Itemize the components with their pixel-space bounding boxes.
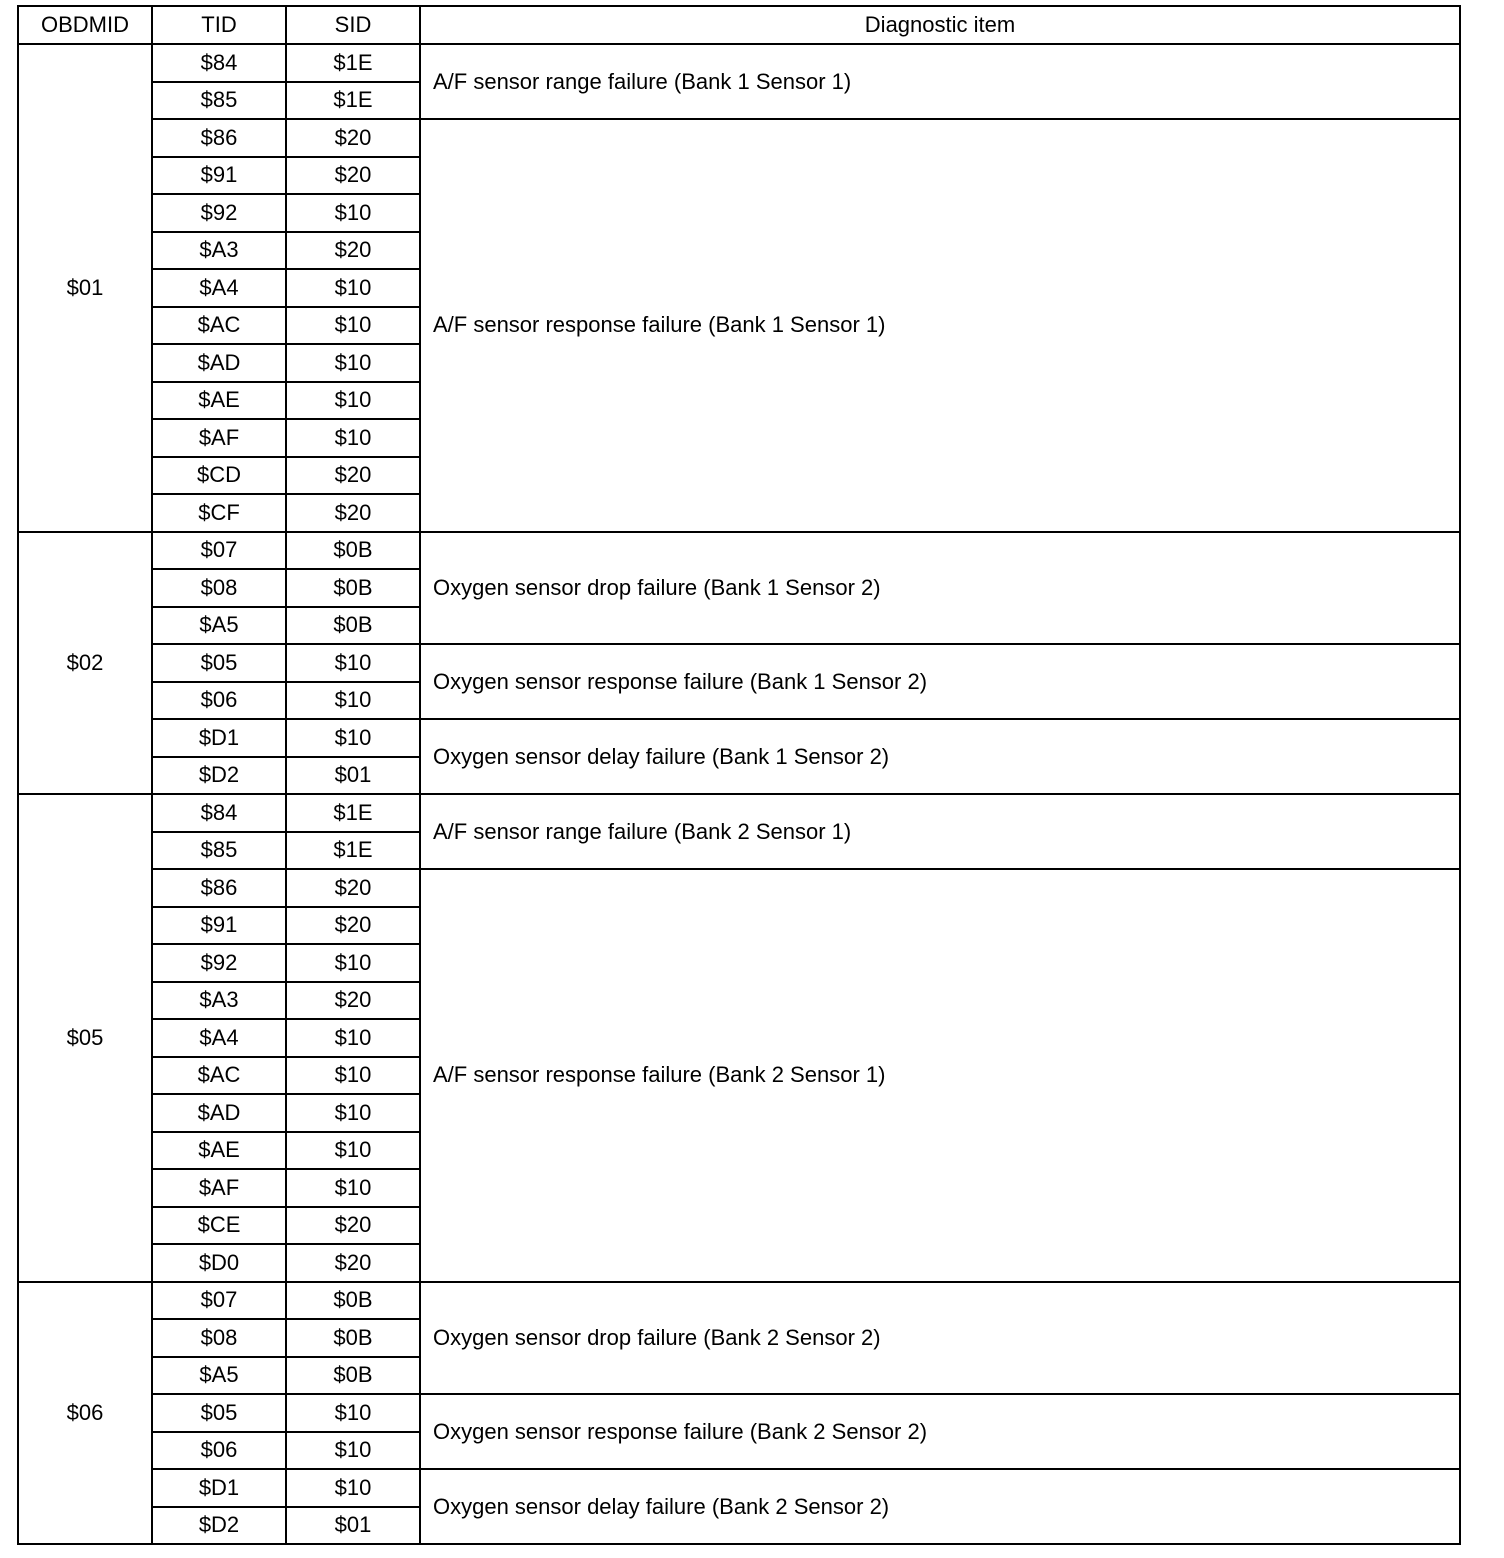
tid-cell: $CF xyxy=(152,494,286,532)
table-row xyxy=(18,119,1460,157)
sid-cell: $20 xyxy=(286,157,420,195)
tid-header: TID xyxy=(152,6,286,44)
tid-cell: $05 xyxy=(152,1394,286,1432)
table-row xyxy=(18,794,1460,832)
tid-cell: $86 xyxy=(152,869,286,907)
sid-cell: $10 xyxy=(286,1132,420,1170)
sid-cell: $10 xyxy=(286,682,420,720)
tid-cell: $AE xyxy=(152,382,286,420)
diagnostic-item-cell: A/F sensor response failure (Bank 2 Sensor 1) xyxy=(420,869,1460,1282)
tid-cell: $A4 xyxy=(152,1019,286,1057)
sid-cell: $20 xyxy=(286,119,420,157)
tid-cell: $84 xyxy=(152,44,286,82)
tid-cell: $A5 xyxy=(152,1357,286,1395)
sid-cell: $10 xyxy=(286,1469,420,1507)
sid-cell: $20 xyxy=(286,869,420,907)
obdmid-cell: $01 xyxy=(18,44,152,532)
sid-cell: $10 xyxy=(286,1432,420,1470)
tid-cell: $AE xyxy=(152,1132,286,1170)
tid-cell: $86 xyxy=(152,119,286,157)
obdmid-cell: $06 xyxy=(18,1282,152,1545)
obdmid-header: OBDMID xyxy=(18,6,152,44)
tid-cell: $07 xyxy=(152,532,286,570)
sid-cell: $20 xyxy=(286,232,420,270)
tid-cell: $A3 xyxy=(152,232,286,270)
tid-cell: $D2 xyxy=(152,1507,286,1545)
tid-cell: $06 xyxy=(152,682,286,720)
tid-cell: $84 xyxy=(152,794,286,832)
sid-cell: $1E xyxy=(286,832,420,870)
sid-cell: $1E xyxy=(286,44,420,82)
tid-cell: $05 xyxy=(152,644,286,682)
tid-cell: $A3 xyxy=(152,982,286,1020)
diagnostic-item-cell: Oxygen sensor drop failure (Bank 2 Sensor 2) xyxy=(420,1282,1460,1395)
tid-cell: $07 xyxy=(152,1282,286,1320)
diagnostic-item-cell: Oxygen sensor delay failure (Bank 1 Sensor 2) xyxy=(420,719,1460,794)
table-row xyxy=(18,644,1460,682)
sid-cell: $10 xyxy=(286,1019,420,1057)
sid-cell: $1E xyxy=(286,82,420,120)
sid-cell: $10 xyxy=(286,1057,420,1095)
tid-cell: $91 xyxy=(152,907,286,945)
diagnostic-item-cell: Oxygen sensor drop failure (Bank 1 Sensor 2) xyxy=(420,532,1460,645)
diagnostic-item-cell: A/F sensor range failure (Bank 2 Sensor 1) xyxy=(420,794,1460,869)
sid-cell: $20 xyxy=(286,1207,420,1245)
sid-cell: $10 xyxy=(286,419,420,457)
sid-cell: $01 xyxy=(286,1507,420,1545)
sid-cell: $20 xyxy=(286,494,420,532)
sid-cell: $20 xyxy=(286,1244,420,1282)
tid-cell: $A4 xyxy=(152,269,286,307)
sid-cell: $10 xyxy=(286,344,420,382)
tid-cell: $AD xyxy=(152,1094,286,1132)
tid-cell: $CD xyxy=(152,457,286,495)
tid-cell: $08 xyxy=(152,1319,286,1357)
diagnostic-item-cell: Oxygen sensor delay failure (Bank 2 Sensor 2) xyxy=(420,1469,1460,1544)
obdmid-cell: $02 xyxy=(18,532,152,795)
sid-cell: $01 xyxy=(286,757,420,795)
table-row xyxy=(18,44,1460,82)
table-row xyxy=(18,532,1460,570)
header-row xyxy=(18,6,1460,44)
sid-cell: $10 xyxy=(286,1169,420,1207)
tid-cell: $D0 xyxy=(152,1244,286,1282)
tid-cell: $92 xyxy=(152,194,286,232)
diagnostic-item-header: Diagnostic item xyxy=(420,6,1460,44)
sid-cell: $10 xyxy=(286,644,420,682)
tid-cell: $AF xyxy=(152,1169,286,1207)
table-row xyxy=(18,1469,1460,1507)
diagnostic-item-cell: Oxygen sensor response failure (Bank 1 Sensor 2) xyxy=(420,644,1460,719)
sid-cell: $0B xyxy=(286,569,420,607)
sid-cell: $0B xyxy=(286,1357,420,1395)
tid-cell: $AC xyxy=(152,307,286,345)
tid-cell: $D2 xyxy=(152,757,286,795)
tid-cell: $D1 xyxy=(152,1469,286,1507)
table-row xyxy=(18,1282,1460,1320)
tid-cell: $91 xyxy=(152,157,286,195)
tid-cell: $85 xyxy=(152,832,286,870)
tid-cell: $92 xyxy=(152,944,286,982)
table-row xyxy=(18,719,1460,757)
table-body xyxy=(18,44,1460,1544)
sid-cell: $10 xyxy=(286,382,420,420)
tid-cell: $D1 xyxy=(152,719,286,757)
sid-cell: $0B xyxy=(286,607,420,645)
sid-cell: $0B xyxy=(286,532,420,570)
sid-cell: $10 xyxy=(286,719,420,757)
tid-cell: $08 xyxy=(152,569,286,607)
sid-cell: $20 xyxy=(286,907,420,945)
tid-cell: $85 xyxy=(152,82,286,120)
diagnostic-item-cell: A/F sensor response failure (Bank 1 Sensor 1) xyxy=(420,119,1460,532)
sid-cell: $20 xyxy=(286,982,420,1020)
sid-cell: $0B xyxy=(286,1282,420,1320)
sid-cell: $10 xyxy=(286,269,420,307)
tid-cell: $06 xyxy=(152,1432,286,1470)
obdmid-cell: $05 xyxy=(18,794,152,1282)
sid-cell: $1E xyxy=(286,794,420,832)
sid-header: SID xyxy=(286,6,420,44)
tid-cell: $AF xyxy=(152,419,286,457)
sid-cell: $0B xyxy=(286,1319,420,1357)
sid-cell: $10 xyxy=(286,944,420,982)
tid-cell: $AD xyxy=(152,344,286,382)
tid-cell: $AC xyxy=(152,1057,286,1095)
diagnostic-item-cell: A/F sensor range failure (Bank 1 Sensor 1) xyxy=(420,44,1460,119)
sid-cell: $10 xyxy=(286,307,420,345)
table-row xyxy=(18,1394,1460,1432)
table-row xyxy=(18,869,1460,907)
obd-monitor-table xyxy=(17,5,1461,1545)
sid-cell: $10 xyxy=(286,194,420,232)
tid-cell: $CE xyxy=(152,1207,286,1245)
sid-cell: $10 xyxy=(286,1094,420,1132)
tid-cell: $A5 xyxy=(152,607,286,645)
sid-cell: $10 xyxy=(286,1394,420,1432)
sid-cell: $20 xyxy=(286,457,420,495)
diagnostic-item-cell: Oxygen sensor response failure (Bank 2 Sensor 2) xyxy=(420,1394,1460,1469)
